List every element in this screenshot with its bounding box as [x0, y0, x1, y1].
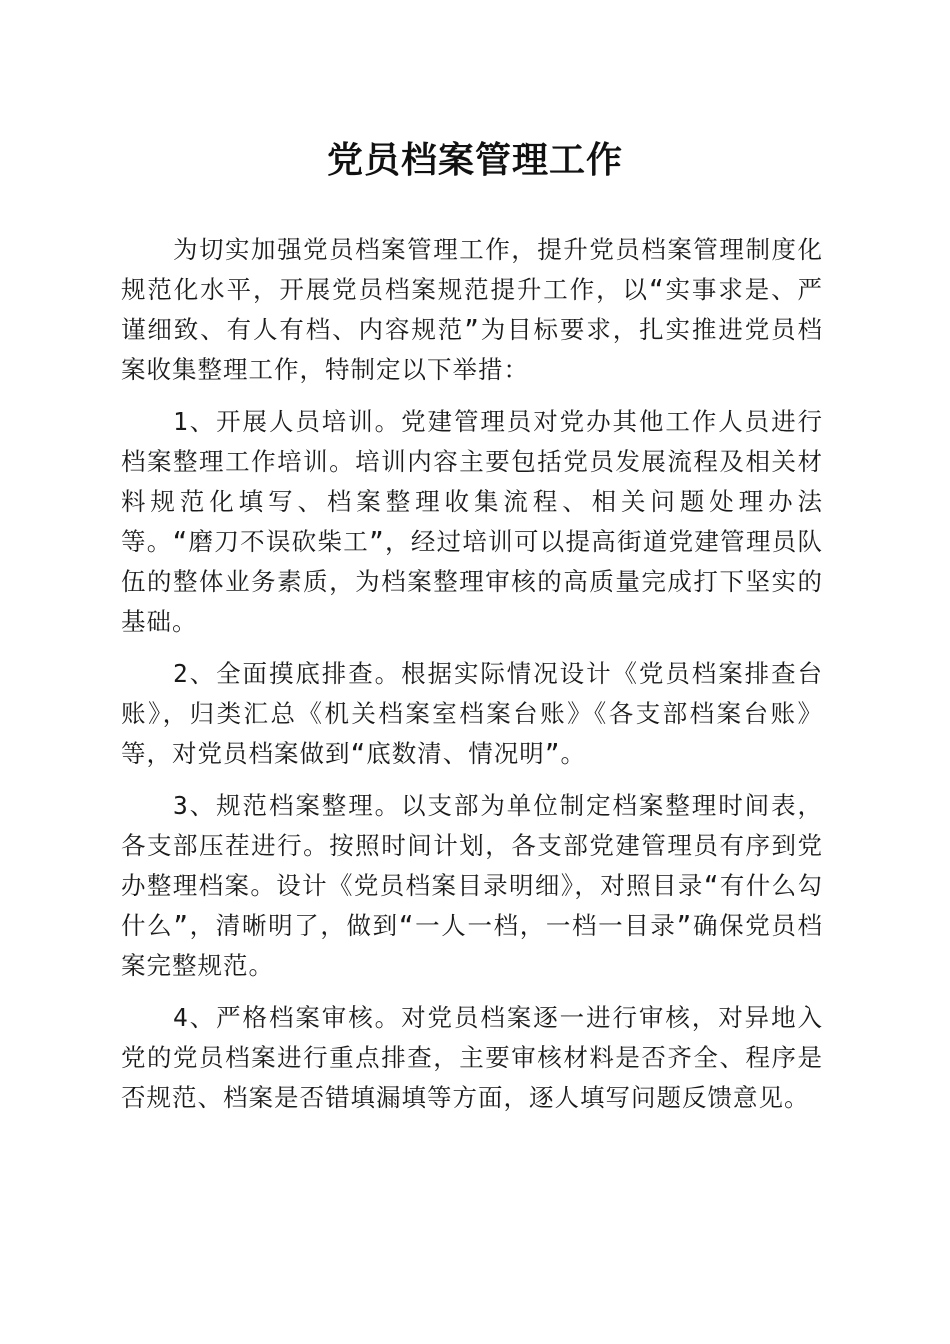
paragraph-survey: 2、全面摸底排查。根据实际情况设计《党员档案排查台账》，归类汇总《机关档案室档案台账》《各支部档案台账》等，对党员档案做到“底数清、情况明”。 — [121, 659, 823, 768]
intro-paragraph: 为切实加强党员档案管理工作，提升党员档案管理制度化规范化水平，开展党员档案规范提升工作，以“实事求是、严谨细致、有人有档、内容规范”为目标要求，扎实推进党员档案收集整理工作，特制定以下举措： — [121, 235, 823, 384]
paragraph-training: 1、开展人员培训。党建管理员对党办其他工作人员进行档案整理工作培训。培训内容主要包括党员发展流程及相关材料规范化填写、档案整理收集流程、相关问题处理办法等。“磨刀不误砍柴工”，经过培训可以提高街道党建管理员队伍的整体业务素质，为档案整理审核的高质量完成打下坚实的基础。 — [121, 407, 823, 636]
document-title: 党员档案管理工作 — [326, 139, 623, 181]
document-body — [121, 230, 823, 1130]
paragraph-review: 4、严格档案审核。对党员档案逐一进行审核，对异地入党的党员档案进行重点排查，主要审核材料是否齐全、程序是否规范、档案是否错填漏填等方面，逐人填写问题反馈意见。 — [121, 1003, 823, 1112]
paragraph-organize: 3、规范档案整理。以支部为单位制定档案整理时间表，各支部压茬进行。按照时间计划，各支部党建管理员有序到党办整理档案。设计《党员档案目录明细》，对照目录“有什么勾什么”，清晰明了，做到“一人一档，一档一目录”确保党员档案完整规范。 — [121, 791, 823, 980]
